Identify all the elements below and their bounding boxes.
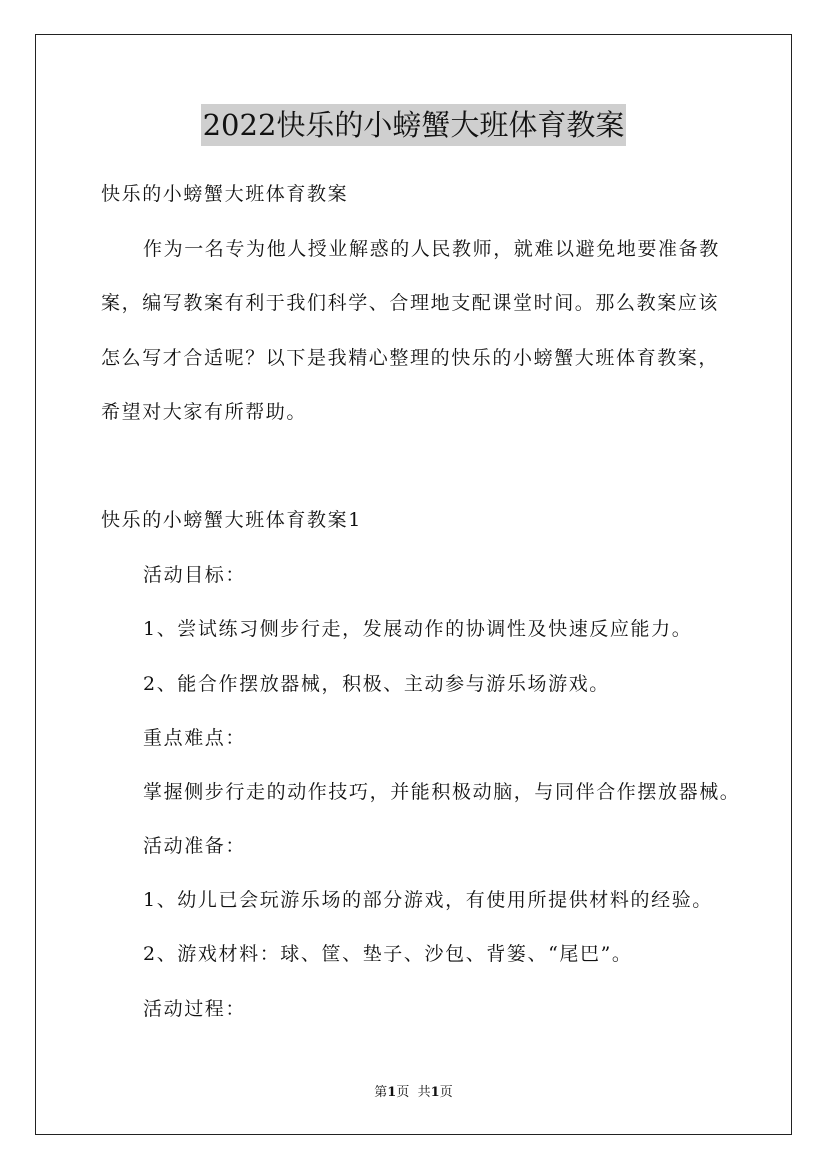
goals-heading: 活动目标： [143,564,247,586]
footer-total-pages: 1 [430,1085,440,1100]
footer-page-suffix: 页 [396,1085,410,1100]
footer-page-number: 1 [387,1085,397,1100]
document-title-text: 2022快乐的小螃蟹大班体育教案 [201,104,627,146]
footer-page-prefix: 第 [374,1085,388,1100]
intro-line-2: 案，编写教案有利于我们科学、合理地支配课堂时间。那么教案应该 [101,292,720,314]
preparation-item-2: 2、游戏材料：球、筐、垫子、沙包、背篓、“尾巴”。 [143,943,633,965]
key-points-heading: 重点难点： [143,727,247,749]
footer-total-prefix: 共 [417,1085,431,1100]
key-points-text: 掌握侧步行走的动作技巧，并能积极动脑，与同伴合作摆放器械。 [143,781,741,803]
intro-line-1: 作为一名专为他人授业解惑的人民教师，就难以避免地要准备教 [143,238,720,260]
goal-item-2: 2、能合作摆放器械，积极、主动参与游乐场游戏。 [143,673,610,695]
preparation-item-1: 1、幼儿已会玩游乐场的部分游戏，有使用所提供材料的经验。 [143,889,713,911]
document-subtitle: 快乐的小螃蟹大班体育教案 [101,183,349,205]
preparation-heading: 活动准备： [143,835,247,857]
process-heading: 活动过程： [143,998,247,1020]
page-footer [0,1085,827,1101]
footer-total-suffix: 页 [439,1085,453,1100]
document-title [0,104,827,146]
section-heading: 快乐的小螃蟹大班体育教案1 [101,509,362,531]
goal-item-1: 1、尝试练习侧步行走，发展动作的协调性及快速反应能力。 [143,618,693,640]
intro-line-4: 希望对大家有所帮助。 [101,401,308,423]
intro-line-3: 怎么写才合适呢？以下是我精心整理的快乐的小螃蟹大班体育教案， [101,347,720,369]
